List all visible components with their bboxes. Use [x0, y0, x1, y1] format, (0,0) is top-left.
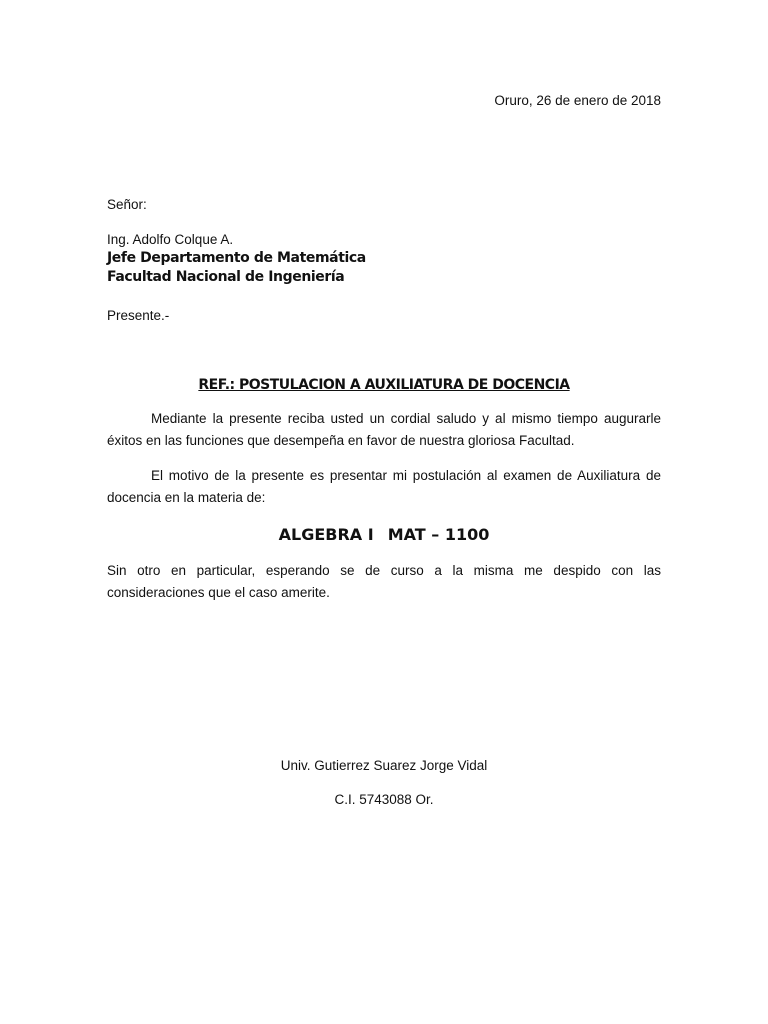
recipient-title: Jefe Departamento de Matemática: [107, 250, 366, 266]
body-paragraph-3: Sin otro en particular, esperando se de curso a la misma me despido con las consideraciones que el caso amerite.: [107, 563, 661, 600]
body-paragraph-1: Mediante la presente reciba usted un cordial saludo y al mismo tiempo augurarle éxitos en las funciones que desempeña en favor de nuestra gloriosa Facultad.: [107, 411, 661, 448]
course-line: [0, 524, 768, 546]
signer-id: C.I. 5743088 Or.: [334, 792, 434, 807]
signer-name: Univ. Gutierrez Suarez Jorge Vidal: [280, 758, 488, 773]
recipient-name: Ing. Adolfo Colque A.: [107, 232, 234, 247]
date-line: Oruro, 26 de enero de 2018: [494, 93, 661, 108]
body-paragraph-2: El motivo de la presente es presentar mi postulación al examen de Auxiliatura de docencia en la materia de:: [107, 468, 661, 505]
recipient-organization: Facultad Nacional de Ingeniería: [107, 269, 345, 285]
course-name: ALGEBRA I: [278, 525, 374, 544]
salutation: Señor:: [107, 197, 147, 212]
presente-line: Presente.-: [107, 308, 170, 323]
reference-line: REF.: POSTULACION A AUXILIATURA DE DOCENCIA: [198, 377, 570, 393]
course-code: MAT – 1100: [387, 525, 490, 544]
